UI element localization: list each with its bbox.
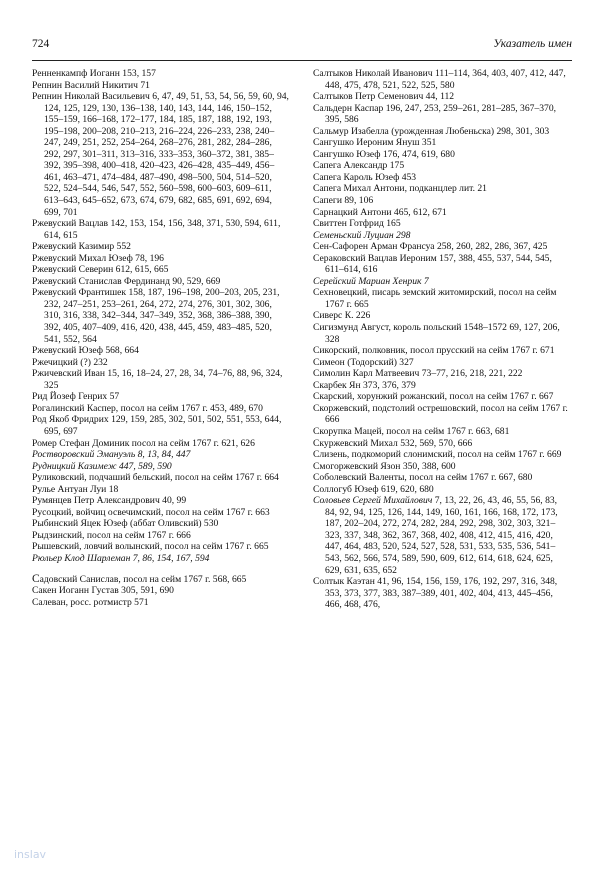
- index-entry: Ржевуский Франтишек 158, 187, 196–198, 200–203, 205, 231, 232, 247–251, 253–261, 264, 272, 274, 276, 301, 302, 306, 310, 316, 338, 342–344, 347–349, 352, 368, 386–388, 390, 392, 405, 407–409, 416, 420, 438, 445, 459, 483–485, 520, 541, 552, 564: [32, 287, 280, 345]
- index-entry: Скорупка Мацей, посол на сейм 1767 г. 663, 681: [313, 425, 510, 437]
- index-entry: Рудницкий Казимеж 447, 589, 590: [32, 460, 172, 472]
- index-entry: Сарнацкий Антони 465, 612, 671: [313, 206, 447, 218]
- index-entry: Садовский Санислав, посол на сейм 1767 г. 568, 665: [32, 572, 247, 585]
- index-entry: Сигизмунд Август, король польский 1548–1572 69, 127, 206, 328: [313, 322, 560, 345]
- index-column-right: [313, 68, 571, 611]
- index-column-left: [32, 68, 290, 608]
- index-entry: Руликовский, подчаший бельский, посол на сейм 1767 г. 664: [32, 472, 279, 484]
- index-entry: Румянцев Петр Александрович 40, 99: [32, 495, 187, 507]
- index-entry: Салеван, росс. ротмистр 571: [32, 596, 149, 608]
- index-entry: Ржевуский Казимир 552: [32, 241, 131, 253]
- index-entry: Ржевуский Михал Юзеф 78, 196: [32, 252, 164, 264]
- index-entry: Род Якоб Фридрих 129, 159, 285, 302, 501, 502, 551, 553, 644, 695, 697: [32, 414, 282, 437]
- index-entry: Сераковский Вацлав Иероним 157, 388, 455, 537, 544, 545, 611–614, 616: [313, 252, 552, 276]
- index-entry: Сальмур Изабелла (урожденная Любеньска) 298, 301, 303: [313, 125, 550, 137]
- index-entry: Ростворовский Эмануэль 8, 13, 84, 447: [32, 449, 191, 461]
- index-entry: Соловьев Сергей Михайлович 7, 13, 22, 26, 43, 46, 55, 56, 83, 84, 92, 94, 125, 126, 144, 149, 160, 161, 166, 168, 172, 173, 187, 202–204, 272, 274, 282, 284, 292, 298, 302, 303, 321–323, 337, 348, 362, 367, 368, 402, 408, 412, 415, 416, 420, 447, 464, 483, 520, 524, 527, 528, 531, 533, 535, 536, 541–543, 562, 566, 574, 589, 590, 609, 612, 614, 618, 624, 625, 629, 631, 635, 652: [313, 495, 558, 576]
- index-entry: Сангушко Иероним Януш 351: [313, 137, 437, 149]
- index-entry: Солтык Каэтан 41, 96, 154, 156, 159, 176, 192, 297, 316, 348, 353, 373, 377, 383, 387–389, 401, 402, 404, 413, 445–456, 466, 468, 476,: [313, 576, 558, 611]
- index-entry: Салтыков Николай Иванович 111–114, 364, 403, 407, 412, 447, 448, 475, 478, 521, 522, 525, 580: [313, 68, 566, 91]
- index-entry: Скоржевский, подстолий острешовский, посол на сейм 1767 г. 666: [313, 402, 568, 426]
- index-entry: Рюльер Клод Шарлеман 7, 86, 154, 167, 594: [32, 552, 210, 564]
- index-entry: Репнин Николай Васильевич 6, 47, 49, 51, 53, 54, 56, 59, 60, 94, 124, 125, 129, 130, 136–138, 140, 143, 144, 146, 150–152, 155–159, 166–168, 172–177, 184, 185, 187, 188, 192, 193, 195–198, 200–208, 210–213, 216–224, 226–233, 238, 240–247, 249, 251, 252, 254–264, 268–276, 281, 282, 284–286, 292, 297, 301–311, 313–316, 333–353, 360–372, 381, 385–392, 395–398, 400–418, 420–423, 426–428, 435–449, 456–461, 463–471, 474–484, 487–490, 498–500, 504, 514–520, 522, 524–544, 546, 547, 552, 560–598, 600–603, 609–611, 613–643, 645–652, 673, 674, 679, 682, 685, 691, 692, 694, 699, 701: [32, 91, 289, 218]
- index-entry: Русоцкий, войчиц освечимский, посол на сейм 1767 г. 663: [32, 506, 270, 518]
- header-rule: [32, 60, 572, 61]
- page-number: 724: [32, 38, 50, 50]
- index-entry: Соболевский Валенты, посол на сейм 1767 г. 667, 680: [313, 472, 533, 484]
- index-entry: Симеон (Тодорский) 327: [313, 356, 414, 368]
- index-entry: Сапеги 89, 106: [313, 195, 374, 207]
- letter-gap: [32, 565, 290, 574]
- index-entry: Ржевуский Станислав Фердинанд 90, 529, 669: [32, 275, 221, 287]
- index-entry: Сапега Александр 175: [313, 160, 405, 172]
- index-entry: Сикорский, полковник, посол прусский на сейм 1767 г. 671: [313, 345, 555, 357]
- page-header: [32, 38, 572, 54]
- index-entry: Репнин Василий Никитич 71: [32, 79, 150, 91]
- index-entry: Смогоржевский Язон 350, 388, 600: [313, 460, 456, 472]
- entry-name: Соловьев Сергей Михайлович: [313, 495, 433, 507]
- index-entry: Семеньский Луциан 298: [313, 229, 411, 241]
- index-entry: Рид Йозеф Генрих 57: [32, 391, 120, 403]
- index-entry: Рулье Антуан Луи 18: [32, 483, 119, 495]
- index-entry: Сангушко Юзеф 176, 474, 619, 680: [313, 148, 455, 160]
- index-entry: Сехновецкий, писарь земский житомирский, посол на сейм 1767 г. 665: [313, 287, 557, 310]
- index-entry: Ржевуский Вацлав 142, 153, 154, 156, 348, 371, 530, 594, 611, 614, 615: [32, 218, 281, 241]
- running-title: Указатель имен: [493, 38, 572, 50]
- index-entry: Скуржевский Михал 532, 569, 570, 666: [313, 437, 473, 449]
- index-entry: Сиверс К. 226: [313, 310, 371, 322]
- index-entry: Салтыков Петр Семенович 44, 112: [313, 91, 455, 103]
- index-entry: Рыдзинский, посол на сейм 1767 г. 666: [32, 529, 191, 541]
- index-entry: Сакен Иоганн Густав 305, 591, 690: [32, 585, 174, 597]
- index-entry: Скарбек Ян 373, 376, 379: [313, 379, 416, 391]
- watermark: inslav: [14, 848, 47, 861]
- index-entry: Соллогуб Юзеф 619, 620, 680: [313, 483, 434, 495]
- index-entry: Сальдерн Каспар 196, 247, 253, 259–261, 281–285, 367–370, 395, 586: [313, 102, 557, 126]
- index-entry: Ржевуский Юзеф 568, 664: [32, 345, 139, 357]
- index-entry: Свиттен Готфрид 165: [313, 218, 401, 230]
- index-entry: Рогалинский Каспер, посол на сейм 1767 г. 453, 489, 670: [32, 402, 263, 414]
- index-entry: Слизень, подкоморий слонимский, посол на сейм 1767 г. 669: [313, 449, 562, 461]
- index-entry: Скарский, хорунжий рожанский, посол на сейм 1767 г. 667: [313, 391, 554, 403]
- index-entry: Симолин Карл Матвеевич 73–77, 216, 218, 221, 222: [313, 368, 523, 380]
- index-entry: Сапега Михал Антони, подканцлер лит. 21: [313, 183, 487, 195]
- index-entry: Ромер Стефан Доминик посол на сейм 1767 г. 621, 626: [32, 437, 255, 449]
- index-entry: Ренненкампф Иоганн 153, 157: [32, 68, 156, 79]
- section-initial: С: [32, 572, 40, 585]
- index-entry: Ржечицкий (?) 232: [32, 356, 108, 368]
- index-entry: Рыбинский Яцек Юзеф (аббат Оливский) 530: [32, 518, 219, 530]
- index-entry: Ржичевский Иван 15, 16, 18–24, 27, 28, 34, 74–76, 88, 96, 324, 325: [32, 368, 283, 391]
- index-entry: Ржевуский Северин 612, 615, 665: [32, 264, 169, 276]
- index-entry: Серейский Мариан Хенрик 7: [313, 275, 429, 287]
- index-entry: Сапега Кароль Юзеф 453: [313, 171, 417, 183]
- index-entry: Рышевский, ловчий волынский, посол на сейм 1767 г. 665: [32, 541, 269, 553]
- index-entry: Сен-Сафорен Арман Франсуа 258, 260, 282, 286, 367, 425: [313, 241, 548, 253]
